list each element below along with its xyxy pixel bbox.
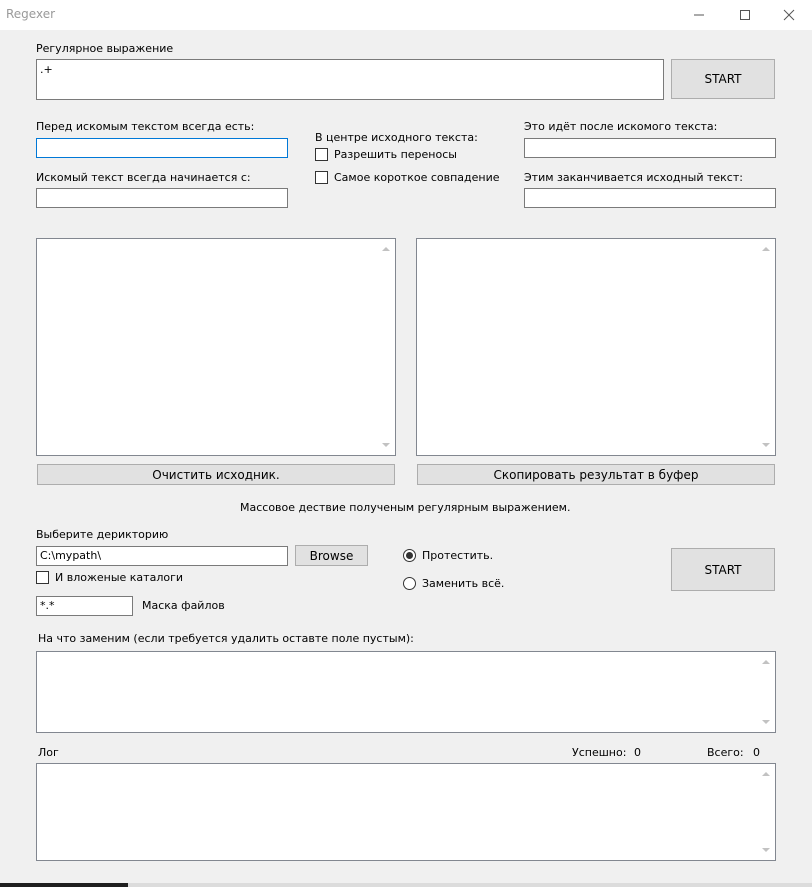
regex-label: Регулярное выражение	[36, 42, 174, 55]
maximize-button[interactable]	[722, 0, 768, 30]
log-textarea[interactable]	[36, 763, 776, 861]
directory-input[interactable]: C:\mypath\	[36, 546, 288, 566]
clear-source-button[interactable]: Очистить исходник.	[37, 464, 395, 485]
taskbar-strip	[0, 883, 128, 887]
allow-wrap-label: Разрешить переносы	[334, 148, 457, 161]
test-radio[interactable]	[403, 549, 416, 562]
regex-input[interactable]: .+	[36, 59, 664, 100]
scroll-down-icon[interactable]	[382, 443, 390, 447]
shortest-match-label: Самое короткое совпадение	[334, 171, 500, 184]
window-title: Regexer	[6, 7, 56, 21]
log-label: Лог	[38, 746, 59, 759]
scroll-up-icon[interactable]	[762, 247, 770, 251]
replace-textarea[interactable]	[36, 651, 776, 733]
scroll-up-icon[interactable]	[762, 660, 770, 664]
bulk-heading: Массовое дествие полученым регулярным выражением.	[240, 501, 571, 514]
maximize-icon	[739, 9, 751, 21]
scroll-down-icon[interactable]	[762, 720, 770, 724]
subdirs-label: И вложеные каталоги	[55, 571, 184, 584]
file-mask-input[interactable]: *.*	[36, 596, 133, 616]
center-text-label: В центре исходного текста:	[315, 131, 478, 144]
taskbar-strip-light	[128, 883, 812, 887]
replace-label: На что заменим (если требуется удалить оставте поле пустым):	[38, 632, 414, 645]
scroll-up-icon[interactable]	[382, 247, 390, 251]
ends-with-label: Этим заканчивается исходный текст:	[524, 171, 743, 184]
title-bar	[0, 0, 812, 30]
after-text-label: Это идёт после искомого текста:	[524, 120, 718, 133]
total-count: 0	[753, 746, 760, 759]
starts-with-label: Искомый текст всегда начинается с:	[36, 171, 251, 184]
copy-result-button[interactable]: Скопировать результат в буфер	[417, 464, 775, 485]
close-button[interactable]	[766, 0, 812, 30]
minimize-button[interactable]	[676, 0, 722, 30]
after-text-input[interactable]	[524, 138, 776, 158]
source-textarea[interactable]	[36, 238, 396, 456]
close-icon	[783, 9, 795, 21]
ends-with-input[interactable]	[524, 188, 776, 208]
total-label: Всего:	[707, 746, 744, 759]
replace-scrollbar[interactable]	[758, 652, 775, 732]
before-text-input[interactable]	[36, 138, 288, 158]
result-textarea[interactable]	[416, 238, 776, 456]
scroll-down-icon[interactable]	[762, 443, 770, 447]
bulk-start-button[interactable]: START	[671, 548, 775, 591]
success-count: 0	[634, 746, 641, 759]
log-scrollbar[interactable]	[758, 764, 775, 860]
source-scrollbar[interactable]	[378, 239, 395, 455]
regex-start-button[interactable]: START	[671, 59, 775, 99]
directory-label: Выберите дерикторию	[36, 528, 169, 541]
starts-with-input[interactable]	[36, 188, 288, 208]
result-scrollbar[interactable]	[758, 239, 775, 455]
success-label: Успешно:	[572, 746, 627, 759]
subdirs-checkbox[interactable]	[36, 571, 49, 584]
allow-wrap-checkbox[interactable]	[315, 148, 328, 161]
shortest-match-checkbox[interactable]	[315, 171, 328, 184]
scroll-up-icon[interactable]	[762, 772, 770, 776]
scroll-down-icon[interactable]	[762, 848, 770, 852]
test-radio-label: Протестить.	[422, 549, 494, 562]
file-mask-label: Маска файлов	[142, 599, 225, 612]
replace-all-label: Заменить всё.	[422, 577, 505, 590]
browse-button[interactable]: Browse	[295, 545, 368, 566]
before-text-label: Перед искомым текстом всегда есть:	[36, 120, 255, 133]
replace-all-radio[interactable]	[403, 577, 416, 590]
minimize-icon	[693, 9, 705, 21]
